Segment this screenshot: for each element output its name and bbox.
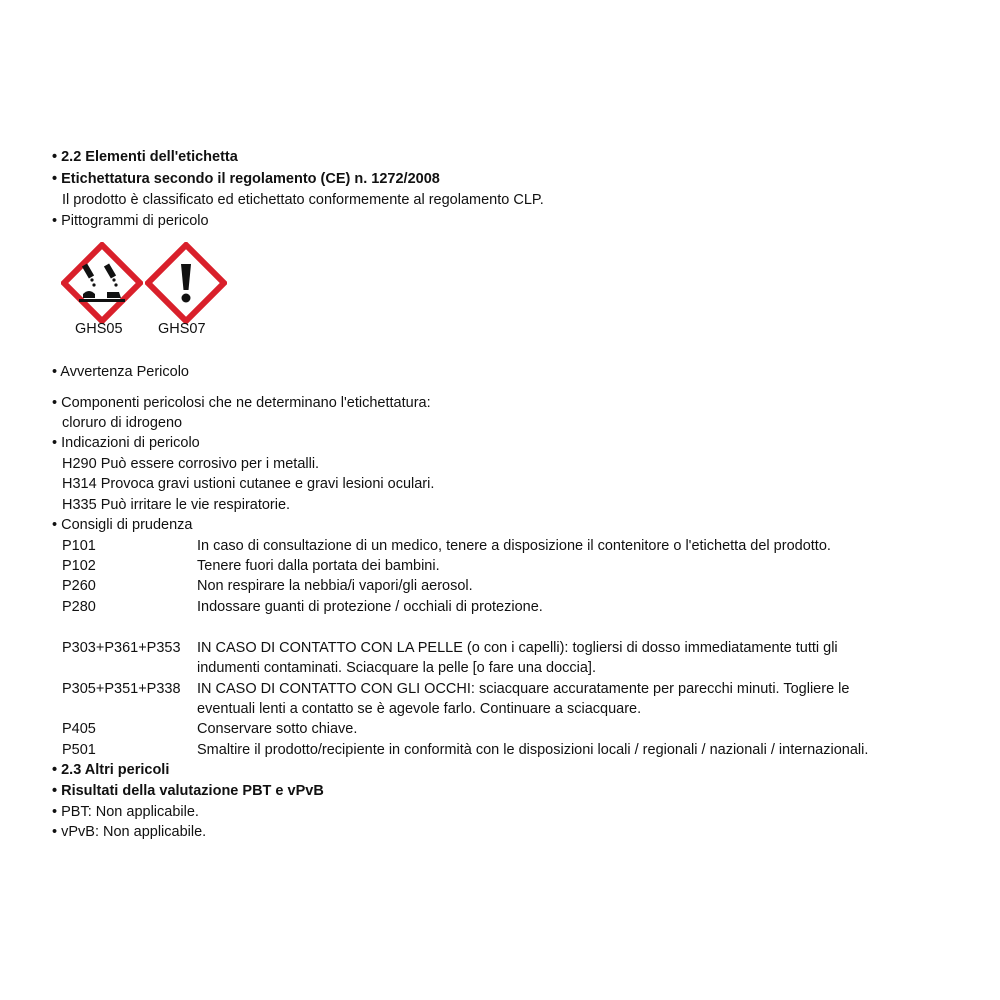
hazard-statement: H314 Provoca gravi ustioni cutanee e gravi lesioni oculari.	[62, 476, 435, 492]
pictogram-code-ghs07: GHS07	[158, 321, 206, 337]
precaution-code: P501	[62, 742, 96, 758]
components-label: • Componenti pericolosi che ne determinano l'etichettatura:	[52, 395, 431, 411]
precaution-code: P405	[62, 721, 96, 737]
vpvb-value: • vPvB: Non applicabile.	[52, 824, 207, 840]
precaution-code: P260	[62, 578, 96, 594]
precaution-text: IN CASO DI CONTATTO CON GLI OCCHI: sciacquare accuratamente per parecchi minuti. Togliere le	[197, 681, 850, 697]
exclamation-mark-icon	[145, 242, 227, 324]
precaution-code: P280	[62, 599, 96, 615]
precaution-text: IN CASO DI CONTATTO CON LA PELLE (o con i capelli): togliersi di dosso immediatamente tutti gli	[197, 640, 838, 656]
precaution-text-cont: indumenti contaminati. Sciacquare la pelle [o fare una doccia].	[197, 660, 596, 676]
pictograms-label: • Pittogrammi di pericolo	[52, 213, 209, 229]
precaution-code: P303+P361+P353	[62, 640, 181, 656]
corrosion-icon	[61, 242, 143, 324]
precaution-code: P101	[62, 538, 96, 554]
component-name: cloruro di idrogeno	[62, 415, 183, 431]
hazard-statement: H290 Può essere corrosivo per i metalli.	[62, 456, 320, 472]
precaution-text: In caso di consultazione di un medico, tenere a disposizione il contenitore o l'etichetta del prodotto.	[197, 538, 831, 554]
precaution-text-cont: eventuali lenti a contatto se è agevole farlo. Continuare a sciacquare.	[197, 701, 642, 717]
precaution-code: P102	[62, 558, 96, 574]
section-23-heading: • 2.3 Altri pericoli	[52, 762, 170, 778]
regulation-title: • Etichettatura secondo il regolamento (CE) n. 1272/2008	[52, 171, 440, 187]
precaution-text: Non respirare la nebbia/i vapori/gli aerosol.	[197, 578, 473, 594]
precautions-label: • Consigli di prudenza	[52, 517, 193, 533]
pictogram-code-ghs05: GHS05	[75, 321, 123, 337]
precaution-text: Indossare guanti di protezione / occhiali di protezione.	[197, 599, 543, 615]
pbt-value: • PBT: Non applicabile.	[52, 804, 199, 820]
hazard-label: • Indicazioni di pericolo	[52, 435, 200, 451]
pbt-title: • Risultati della valutazione PBT e vPvB	[52, 783, 324, 799]
precaution-text: Smaltire il prodotto/recipiente in conformità con le disposizioni locali / regionali / nazionali / internazionali.	[197, 742, 869, 758]
signal-word: • Avvertenza Pericolo	[52, 364, 189, 380]
precaution-text: Conservare sotto chiave.	[197, 721, 358, 737]
precaution-text: Tenere fuori dalla portata dei bambini.	[197, 558, 440, 574]
precaution-code: P305+P351+P338	[62, 681, 181, 697]
regulation-text: Il prodotto è classificato ed etichettato conformemente al regolamento CLP.	[62, 192, 544, 208]
hazard-statement: H335 Può irritare le vie respiratorie.	[62, 497, 291, 513]
section-22-heading: • 2.2 Elementi dell'etichetta	[52, 149, 238, 165]
